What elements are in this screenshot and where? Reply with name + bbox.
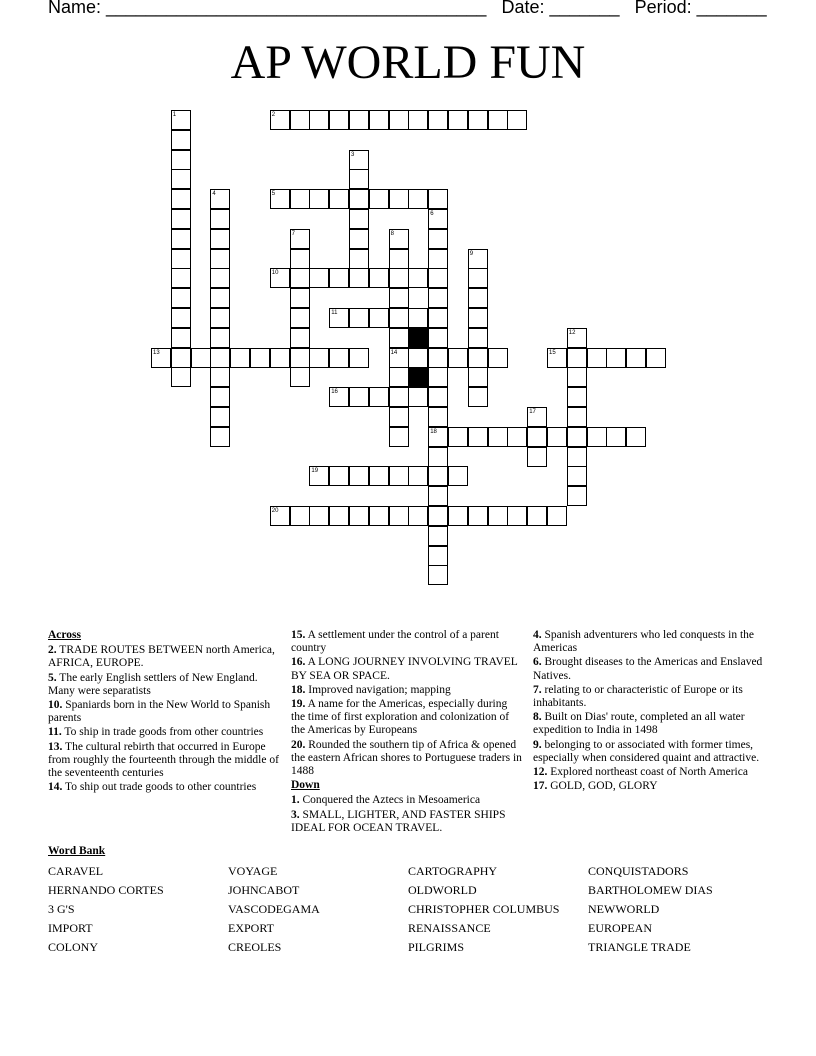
crossword-cell[interactable] [290, 308, 310, 328]
clue-across-13: 13. The cultural rebirth that occurred in Europe from roughly the fourteenth through the middle of the seventeenth centuries [48, 740, 279, 780]
word-bank-item: CREOLES [228, 940, 282, 954]
crossword-cell[interactable] [488, 110, 508, 130]
clue-down-1: 1. Conquered the Aztecs in Mesoamerica [291, 794, 481, 807]
crossword-cell[interactable] [210, 268, 230, 288]
clue-number-label: 20 [271, 508, 279, 514]
crossword-cell[interactable] [567, 348, 587, 368]
crossword-cell[interactable] [567, 466, 587, 486]
clue-number-label: 11 [331, 310, 338, 316]
crossword-cell[interactable] [547, 506, 567, 526]
crossword-cell[interactable] [290, 249, 310, 269]
word-bank-item: COLONY [48, 940, 98, 954]
crossword-cell[interactable] [349, 169, 369, 189]
crossword-cell[interactable] [250, 348, 270, 368]
crossword-cell[interactable] [290, 367, 310, 387]
crossword-cell[interactable] [329, 348, 349, 368]
clue-down-4: 4. Spanish adventurers who led conquests in the Americas [533, 629, 755, 655]
crossword-cell[interactable] [527, 427, 547, 447]
crossword-cell[interactable] [210, 308, 230, 328]
crossword-cell[interactable] [210, 427, 230, 447]
word-bank-item: VASCODEGAMA [228, 902, 320, 916]
crossword-cell[interactable] [428, 348, 448, 368]
crossword-cell[interactable] [171, 209, 191, 229]
crossword-cell[interactable] [606, 427, 626, 447]
crossword-cell[interactable] [389, 387, 409, 407]
word-bank-item: VOYAGE [228, 864, 278, 878]
crossword-cell[interactable] [210, 367, 230, 387]
clue-number-label: 5 [271, 191, 276, 198]
crossword-cell[interactable] [171, 130, 191, 150]
crossword-cell[interactable] [171, 348, 191, 368]
word-bank-item: PILGRIMS [408, 940, 465, 954]
word-bank-item: TRIANGLE TRADE [588, 940, 691, 954]
crossword-cell[interactable] [428, 546, 448, 566]
crossword-cell[interactable] [309, 110, 329, 130]
crossword-cell[interactable] [369, 506, 389, 526]
clue-number-label: 1 [172, 112, 177, 118]
crossword-cell[interactable] [171, 268, 191, 288]
clue-across-14: 14. To ship out trade goods to other countries [48, 781, 257, 794]
word-bank-item: JOHNCABOT [228, 883, 300, 897]
crossword-cell[interactable] [567, 367, 587, 387]
crossword-cell[interactable] [567, 486, 587, 506]
clue-number-label: 8 [390, 230, 394, 237]
crossword-cell[interactable] [428, 565, 448, 585]
crossword-cell[interactable] [171, 169, 191, 189]
crossword-cell[interactable] [488, 348, 508, 368]
crossword-cell[interactable] [369, 268, 389, 288]
name-field[interactable]: Name: ______________________________________ [48, 0, 487, 17]
crossword-cell[interactable] [507, 506, 527, 526]
crossword-cell[interactable] [329, 506, 349, 526]
crossword-cell[interactable] [448, 466, 468, 486]
crossword-cell[interactable] [369, 189, 389, 209]
word-bank-item: CARTOGRAPHY [408, 864, 498, 878]
crossword-cell[interactable] [171, 308, 191, 328]
crossword-cell[interactable] [369, 110, 389, 130]
word-bank-item: HERNANDO CORTES [48, 883, 164, 897]
crossword-cell[interactable] [369, 387, 389, 407]
black-square [408, 367, 428, 387]
crossword-cell[interactable] [389, 427, 409, 447]
crossword-cell[interactable] [270, 348, 290, 368]
crossword-cell[interactable] [408, 308, 428, 328]
crossword-cell[interactable] [329, 189, 349, 209]
crossword-cell[interactable] [567, 407, 587, 427]
crossword-cell[interactable] [171, 288, 191, 308]
clue-across-16: 16. A LONG JOURNEY INVOLVING TRAVEL BY SEA OR SPACE. [291, 656, 518, 682]
clue-number-label: 18 [430, 428, 437, 435]
crossword-cell[interactable] [349, 110, 369, 130]
crossword-cell[interactable] [349, 348, 369, 368]
crossword-cell[interactable] [389, 249, 409, 269]
crossword-cell[interactable] [309, 268, 329, 288]
crossword-cell[interactable] [349, 506, 369, 526]
crossword-cell[interactable] [290, 189, 310, 209]
clue-across-10: 10. Spaniards born in the New World to Spanish parents [48, 699, 271, 725]
clue-across-15: 15. A settlement under the control of a parent country [291, 629, 499, 655]
crossword-cell[interactable] [210, 249, 230, 269]
word-bank-item: NEWWORLD [588, 902, 660, 916]
crossword-cell[interactable] [606, 348, 626, 368]
clue-across-11: 11. To ship in trade goods from other countries [48, 726, 264, 739]
crossword-cell[interactable] [408, 348, 428, 368]
clue-down-12: 12. Explored northeast coast of North America [533, 766, 748, 779]
crossword-cell[interactable] [349, 249, 369, 269]
crossword-cell[interactable] [191, 348, 211, 368]
crossword-cell[interactable] [428, 506, 448, 526]
word-bank-item: CHRISTOPHER COLUMBUS [408, 902, 560, 916]
crossword-cell[interactable] [389, 407, 409, 427]
crossword-cell[interactable] [389, 328, 409, 348]
crossword-cell[interactable] [587, 348, 607, 368]
crossword-cell[interactable] [210, 229, 230, 249]
crossword-cell[interactable] [626, 348, 646, 368]
crossword-cell[interactable] [468, 427, 488, 447]
word-bank-item: OLDWORLD [408, 883, 477, 897]
crossword-cell[interactable] [309, 189, 329, 209]
clue-number-label: 16 [331, 389, 338, 396]
crossword-cell[interactable] [290, 348, 310, 368]
crossword-cell[interactable] [428, 229, 448, 249]
clue-across-5: 5. The early English settlers of New England. Many were separatists [48, 671, 258, 697]
crossword-cell[interactable] [389, 288, 409, 308]
crossword-cell[interactable] [408, 110, 428, 130]
crossword-cell[interactable] [408, 268, 428, 288]
crossword-cell[interactable] [567, 447, 587, 467]
crossword-cell[interactable] [428, 526, 448, 546]
crossword-cell[interactable] [428, 387, 448, 407]
crossword-cell[interactable] [408, 506, 428, 526]
clue-number-label: 10 [271, 270, 279, 277]
crossword-cell[interactable] [389, 506, 409, 526]
crossword-cell[interactable] [468, 506, 488, 526]
crossword-cell[interactable] [171, 249, 191, 269]
crossword-cell[interactable] [210, 328, 230, 348]
crossword-cell[interactable] [428, 407, 448, 427]
crossword-cell[interactable] [210, 348, 230, 368]
crossword-cell[interactable] [507, 110, 527, 130]
crossword-cell[interactable] [428, 288, 448, 308]
clues-column-3 [533, 629, 763, 794]
across-heading: Across [48, 629, 82, 641]
crossword-cell[interactable] [171, 328, 191, 348]
word-bank-item: IMPORT [48, 921, 93, 935]
clue-down-3: 3. SMALL, LIGHTER, AND FASTER SHIPS IDEAL FOR OCEAN TRAVEL. [291, 808, 506, 834]
crossword-cell[interactable] [210, 288, 230, 308]
crossword-cell[interactable] [428, 308, 448, 328]
clue-down-9: 9. belonging to or associated with former times, especially when considered quaint and attractive. [533, 738, 760, 764]
crossword-cell[interactable] [349, 466, 369, 486]
crossword-cell[interactable] [428, 486, 448, 506]
crossword-cell[interactable] [210, 387, 230, 407]
word-bank-heading: Word Bank [48, 845, 106, 857]
clue-across-2: 2. TRADE ROUTES BETWEEN north America, AFRICA, EUROPE. [48, 644, 275, 670]
crossword-cell[interactable] [309, 348, 329, 368]
crossword-cell[interactable] [329, 110, 349, 130]
clue-number-label: 7 [291, 230, 295, 237]
crossword-cell[interactable] [309, 506, 329, 526]
word-bank-item: 3 G'S [48, 902, 75, 916]
crossword-cell[interactable] [468, 348, 488, 368]
crossword-cell[interactable] [349, 189, 369, 209]
word-bank-item: EXPORT [228, 921, 274, 935]
crossword-cell[interactable] [428, 447, 448, 467]
crossword-cell[interactable] [428, 249, 448, 269]
crossword-cell[interactable] [448, 110, 468, 130]
crossword-cell[interactable] [448, 348, 468, 368]
crossword-cell[interactable] [646, 348, 666, 368]
crossword-cell[interactable] [468, 367, 488, 387]
crossword-cell[interactable] [290, 288, 310, 308]
crossword-cell[interactable] [507, 427, 527, 447]
crossword-cell[interactable] [171, 189, 191, 209]
crossword-cell[interactable] [468, 308, 488, 328]
clue-number-label: 4 [212, 191, 216, 198]
crossword-cell[interactable] [349, 268, 369, 288]
crossword-cell[interactable] [389, 110, 409, 130]
crossword-cell[interactable] [290, 110, 310, 130]
crossword-cell[interactable] [408, 466, 428, 486]
crossword-cell[interactable] [468, 110, 488, 130]
crossword-cell[interactable] [448, 427, 468, 447]
crossword-cell[interactable] [389, 308, 409, 328]
clue-across-20: 20. Rounded the southern tip of Africa & opened the eastern African shores to Portuguese traders in 1488 [291, 738, 522, 778]
word-bank-item: BARTHOLOMEW DIAS [588, 883, 713, 897]
clues-column-2 [291, 629, 523, 836]
crossword-cell[interactable] [428, 110, 448, 130]
crossword-cell[interactable] [468, 328, 488, 348]
word-bank-item: RENAISSANCE [408, 921, 491, 935]
date-field[interactable]: Date: _______ [501, 0, 620, 17]
word-bank-item: CONQUISTADORS [588, 864, 689, 878]
crossword-cell[interactable] [428, 466, 448, 486]
clue-number-label: 15 [549, 349, 556, 356]
crossword-cell[interactable] [290, 506, 310, 526]
crossword-cell[interactable] [587, 427, 607, 447]
crossword-cell[interactable] [428, 189, 448, 209]
crossword-cell[interactable] [369, 308, 389, 328]
crossword-cell[interactable] [567, 427, 587, 447]
crossword-cell[interactable] [468, 387, 488, 407]
clue-number-label: 9 [469, 250, 474, 257]
clue-down-8: 8. Built on Dias' route, completed an all water expedition to India in 1498 [533, 711, 745, 737]
crossword-cell[interactable] [428, 328, 448, 348]
crossword-cell[interactable] [527, 447, 547, 467]
crossword-cell[interactable] [408, 387, 428, 407]
crossword-cell[interactable] [290, 268, 310, 288]
crossword-cell[interactable] [349, 387, 369, 407]
clue-number-label: 19 [311, 468, 319, 475]
crossword-cell[interactable] [389, 367, 409, 387]
clue-number-label: 13 [153, 349, 160, 356]
clue-across-18: 18. Improved navigation; mapping [291, 683, 451, 696]
clue-number-label: 3 [351, 151, 355, 158]
clue-down-6: 6. Brought diseases to the Americas and Enslaved Natives. [533, 656, 763, 682]
crossword-cell[interactable] [428, 367, 448, 387]
clue-down-17: 17. GOLD, GOD, GLORY [533, 780, 658, 793]
page-title: AP WORLD FUN [230, 36, 586, 89]
crossword-cell[interactable] [171, 150, 191, 170]
word-bank-item: EUROPEAN [588, 921, 653, 935]
crossword-cell[interactable] [329, 268, 349, 288]
crossword-cell[interactable] [210, 209, 230, 229]
clue-number-label: 12 [568, 329, 576, 336]
crossword-cell[interactable] [448, 506, 468, 526]
crossword-cell[interactable] [547, 427, 567, 447]
crossword-cell[interactable] [369, 466, 389, 486]
crossword-cell[interactable] [349, 209, 369, 229]
crossword-cell[interactable] [468, 268, 488, 288]
crossword-cell[interactable] [290, 328, 310, 348]
crossword-cell[interactable] [349, 229, 369, 249]
clue-number-label: 2 [271, 112, 276, 118]
clue-number-label: 14 [390, 349, 398, 356]
crossword-cell[interactable] [349, 308, 369, 328]
clue-number-label: 17 [529, 409, 536, 415]
down-heading: Down [291, 779, 320, 792]
crossword-cell[interactable] [567, 387, 587, 407]
black-square [408, 328, 428, 348]
clue-across-19: 19. A name for the Americas, especially during the time of first exploration and colonization of the Americas by Europeans [291, 698, 510, 737]
clue-number-label: 6 [430, 211, 434, 217]
crossword-cell[interactable] [527, 506, 547, 526]
crossword-cell[interactable] [171, 229, 191, 249]
word-bank-item: CARAVEL [48, 864, 104, 878]
crossword-cell[interactable] [468, 288, 488, 308]
crossword-cell[interactable] [488, 506, 508, 526]
clue-down-7: 7. relating to or characteristic of Europe or its inhabitants. [533, 683, 743, 710]
crossword-cell[interactable] [329, 466, 349, 486]
crossword-cell[interactable] [428, 268, 448, 288]
crossword-cell[interactable] [389, 268, 409, 288]
period-field[interactable]: Period: _______ [634, 0, 767, 17]
crossword-cell[interactable] [488, 427, 508, 447]
crossword-cell[interactable] [171, 367, 191, 387]
crossword-cell[interactable] [389, 189, 409, 209]
crossword-cell[interactable] [408, 189, 428, 209]
crossword-cell[interactable] [210, 407, 230, 427]
crossword-cell[interactable] [389, 466, 409, 486]
crossword-cell[interactable] [230, 348, 250, 368]
clues-column-1 [48, 629, 280, 795]
crossword-cell[interactable] [626, 427, 646, 447]
